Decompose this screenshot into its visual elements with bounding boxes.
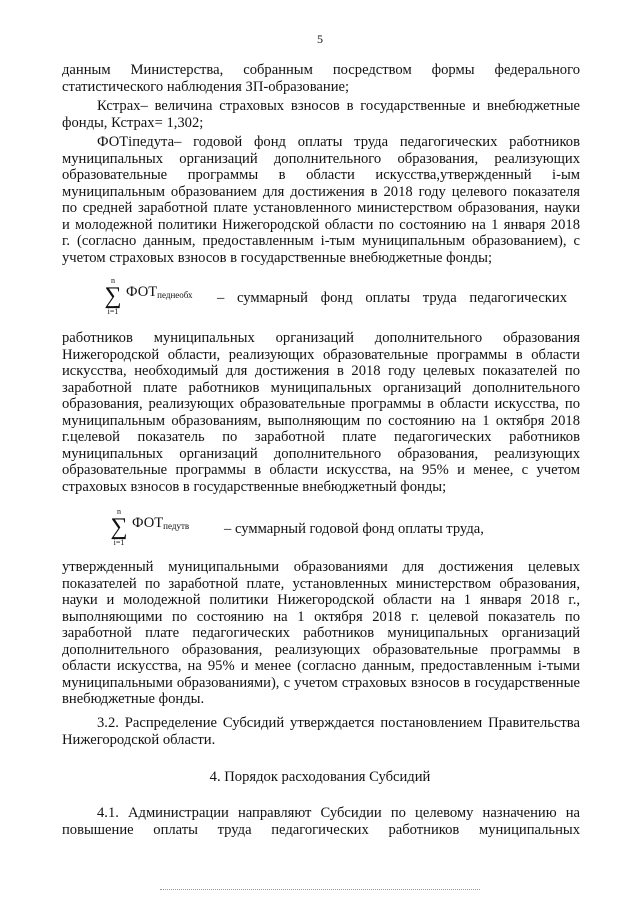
page-number: 5 bbox=[317, 32, 323, 46]
formula-description: – суммарный фонд оплаты труда педагогических bbox=[217, 290, 567, 306]
text-line: заработной плате работников муниципальных организаций дополнительного bbox=[62, 379, 580, 396]
formula-description: – суммарный годовой фонд оплаты труда, bbox=[224, 521, 484, 537]
paragraph-fot-pedutv bbox=[62, 559, 580, 708]
text-line: науки и молодежной политики Нижегородской области на 1 января 2018 г., bbox=[62, 592, 580, 608]
paragraph-4-1 bbox=[62, 805, 580, 838]
text-line: и молодежной политики Нижегородской области по состоянию на 1 января 2018 bbox=[62, 216, 580, 233]
text-line: искусства, необходимый для достижения в 2018 году целевых показателей по bbox=[62, 363, 580, 379]
text-line: заработной плате педагогических работников муниципальных организаций bbox=[62, 625, 580, 641]
text-line: показателей по заработной плате, установленных министерством образования, bbox=[62, 575, 580, 592]
paragraph-data-source bbox=[62, 62, 580, 95]
text-line: фонды, Кстрах= 1,302; bbox=[62, 114, 204, 131]
text-line: муниципальных организаций дополнительного образования, реализующих bbox=[62, 150, 580, 167]
fot-symbol: $ФОТ_{педнеобх}$ bbox=[126, 284, 193, 300]
text-line: муниципальным образованием для достижения в 2018 году целевого показателя bbox=[62, 183, 580, 200]
text-line: муниципальными образованиями), с учетом страховых взносов в государственные bbox=[62, 674, 580, 691]
text-line: образовательные программы в области искусства,утвержденный i-ым bbox=[62, 167, 580, 183]
text-line: Кстрах– величина страховых взносов в государственные и внебюджетные bbox=[97, 98, 580, 114]
text-line: г.целевой показатель по заработной плате педагогических работников bbox=[62, 429, 580, 445]
text-line: дополнительного образования, реализующих образовательные программы в bbox=[62, 641, 580, 658]
sum-lower-limit: i=1 bbox=[113, 538, 125, 547]
text-line: статистического наблюдения ЗП-образование; bbox=[62, 78, 350, 95]
text-line: Нижегородской области. bbox=[62, 731, 216, 748]
text-line: утвержденный муниципальными образованиями для достижения целевых bbox=[62, 559, 580, 575]
text-line: образовательные программы в области искусства, на 95% и менее, с учетом bbox=[62, 462, 580, 478]
text-line: ФОТiпедута– годовой фонд оплаты труда педагогических работников bbox=[97, 134, 580, 150]
text-line: данным Министерства, собранным посредством формы федерального bbox=[62, 62, 580, 78]
summation-sign bbox=[100, 276, 126, 316]
text-line: внебюджетные фонды. bbox=[62, 691, 205, 707]
paragraph-kstrah bbox=[62, 98, 580, 131]
text-line: 4.1. Администрации направляют Субсидии по целевому назначению на bbox=[97, 805, 580, 821]
text-line: области искусства, на 95% и менее (согласно данным, предоставленным i-тыми bbox=[62, 658, 580, 674]
text-line: по средней заработной плате установленного министерством образования, науки bbox=[62, 200, 580, 216]
section-heading: 4. Порядок расходования Субсидий bbox=[209, 769, 431, 785]
sum-upper-limit: n bbox=[117, 507, 121, 516]
page-bottom-divider bbox=[160, 889, 480, 890]
text-line: выполняющими по состоянию на 1 октября 2018 г. целевой показатель по bbox=[62, 608, 580, 625]
paragraph-3-2 bbox=[62, 715, 580, 748]
text-line: Нижегородской области, реализующих образовательные программы в области bbox=[62, 346, 580, 363]
text-line: г. (согласно данным, предоставленным i-тым муниципальным образованием), с bbox=[62, 233, 580, 249]
paragraph-fot-pedneobh bbox=[62, 330, 580, 495]
text-line: муниципальным образованиям, выполняющим по состоянию на 1 октября 2018 bbox=[62, 412, 580, 429]
text-line: работников муниципальных организаций дополнительного образования bbox=[62, 330, 580, 346]
sum-upper-limit: n bbox=[111, 276, 115, 285]
sum-lower-limit: i=1 bbox=[107, 307, 119, 316]
text-line: образования, реализующих образовательные программы в области искусства, по bbox=[62, 396, 580, 412]
sigma-symbol: ∑ bbox=[104, 283, 122, 309]
text-line: повышение оплаты труда педагогических работников муниципальных bbox=[62, 821, 580, 838]
fot-symbol: $ФОТ_{педутв}$ bbox=[132, 515, 190, 531]
summation-sign bbox=[106, 507, 132, 547]
paragraph-fot-utv bbox=[62, 134, 580, 266]
text-line: 3.2. Распределение Субсидий утверждается постановлением Правительства bbox=[97, 715, 580, 731]
text-line: страховых взносов в государственные внебюджетный фонды; bbox=[62, 478, 447, 495]
text-line: учетом страховых взносов в государственные внебюджетные фонды; bbox=[62, 249, 493, 266]
sigma-symbol: ∑ bbox=[110, 514, 128, 540]
text-line: муниципальных организаций дополнительного образования, реализующих bbox=[62, 445, 580, 462]
